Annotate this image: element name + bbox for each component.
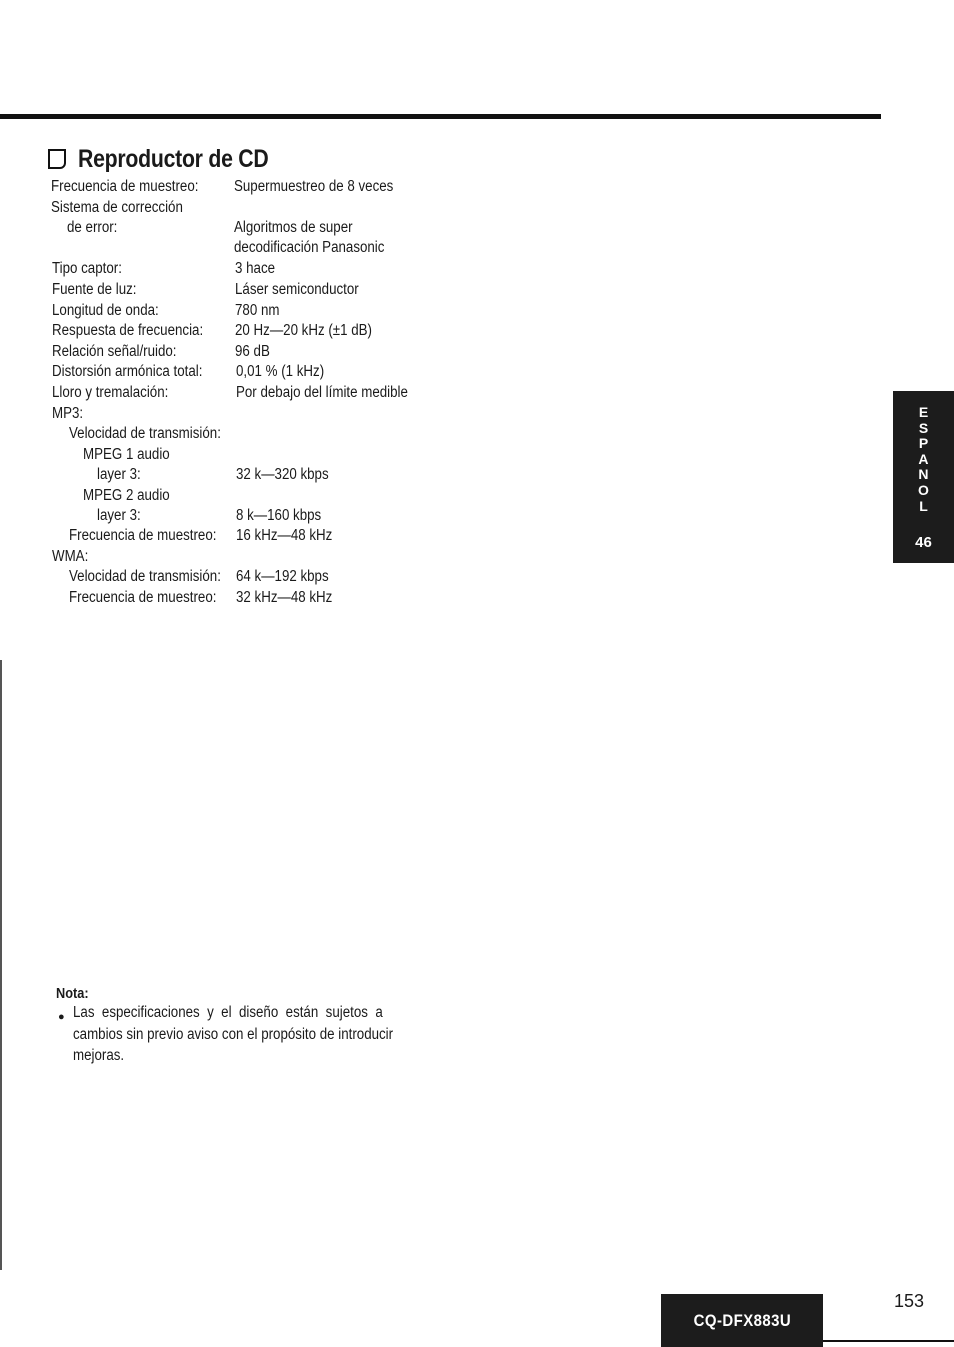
page-number: 153 xyxy=(894,1291,925,1311)
tab-letter: S xyxy=(918,419,929,436)
spec-value: 32 kHz—48 kHz xyxy=(236,589,333,606)
note-title: Nota: xyxy=(56,985,89,1002)
spec-value: 3 hace xyxy=(235,260,276,277)
spec-label: Frecuencia de muestreo: xyxy=(51,178,199,195)
spec-value: 20 Hz—20 kHz (±1 dB) xyxy=(235,322,372,339)
bottom-rule xyxy=(823,1340,954,1342)
spec-label: Velocidad de transmisión: xyxy=(69,425,221,442)
spec-label: Tipo captor: xyxy=(52,260,122,277)
note-line: mejoras. xyxy=(73,1047,125,1064)
spec-value: decodificación Panasonic xyxy=(234,239,385,256)
spec-label: Lloro y tremalación: xyxy=(52,384,169,401)
spec-value: Láser semiconductor xyxy=(235,281,359,298)
spec-label: de error: xyxy=(67,219,118,236)
spec-label: Respuesta de frecuencia: xyxy=(52,322,204,339)
section-title: Reproductor de CD xyxy=(78,144,269,173)
spec-label: layer 3: xyxy=(97,507,141,524)
tab-letter: E xyxy=(918,404,929,420)
spec-label: Frecuencia de muestreo: xyxy=(69,527,217,544)
tab-letter: O xyxy=(918,481,929,498)
spec-label: MPEG 2 audio xyxy=(83,487,170,504)
spec-label: Frecuencia de muestreo: xyxy=(69,589,217,606)
spec-label: MPEG 1 audio xyxy=(83,446,170,463)
model-badge xyxy=(661,1294,823,1347)
note-text xyxy=(73,1002,448,1067)
language-tab xyxy=(893,391,954,563)
top-rule xyxy=(0,114,881,119)
tab-letter: A xyxy=(918,450,929,467)
spec-value: 8 k—160 kbps xyxy=(236,507,322,524)
spec-label: Longitud de onda: xyxy=(52,302,159,319)
spec-value: 32 k—320 kbps xyxy=(236,466,329,483)
tab-letter: N xyxy=(918,466,929,483)
model-name: CQ-DFX883U xyxy=(693,1310,791,1330)
note-line: Las especificaciones y el diseño están sujetos a xyxy=(73,1004,383,1021)
tab-page-number: 46 xyxy=(915,534,932,552)
spec-value: 64 k—192 kbps xyxy=(236,568,329,585)
spec-label: Relación señal/ruido: xyxy=(52,343,177,360)
checkbox-square-icon xyxy=(48,149,66,169)
spec-value: 0,01 % (1 kHz) xyxy=(236,363,325,380)
spec-group-label: WMA: xyxy=(52,548,89,565)
spec-group-label: MP3: xyxy=(52,405,84,422)
bullet-icon: ● xyxy=(58,1011,65,1023)
spec-label: Velocidad de transmisión: xyxy=(69,568,221,585)
spec-label: layer 3: xyxy=(97,466,141,483)
spec-label: Fuente de luz: xyxy=(52,281,137,298)
note-line: cambios sin previo aviso con el propósito de introducir xyxy=(73,1025,394,1043)
spec-label: Distorsión armónica total: xyxy=(52,363,203,380)
scan-edge xyxy=(0,660,2,1270)
tab-letter: L xyxy=(919,497,928,514)
spec-label: Sistema de corrección xyxy=(51,199,183,216)
language-tab-letters xyxy=(918,405,929,514)
tab-letter: P xyxy=(918,435,929,452)
spec-value: 96 dB xyxy=(235,343,270,360)
spec-value: 780 nm xyxy=(235,302,280,319)
spec-value: 16 kHz—48 kHz xyxy=(236,527,333,544)
spec-value: Supermuestreo de 8 veces xyxy=(234,178,394,195)
spec-value: Por debajo del límite medible xyxy=(236,384,408,401)
spec-value: Algoritmos de super xyxy=(234,219,353,236)
section-heading xyxy=(48,142,302,176)
